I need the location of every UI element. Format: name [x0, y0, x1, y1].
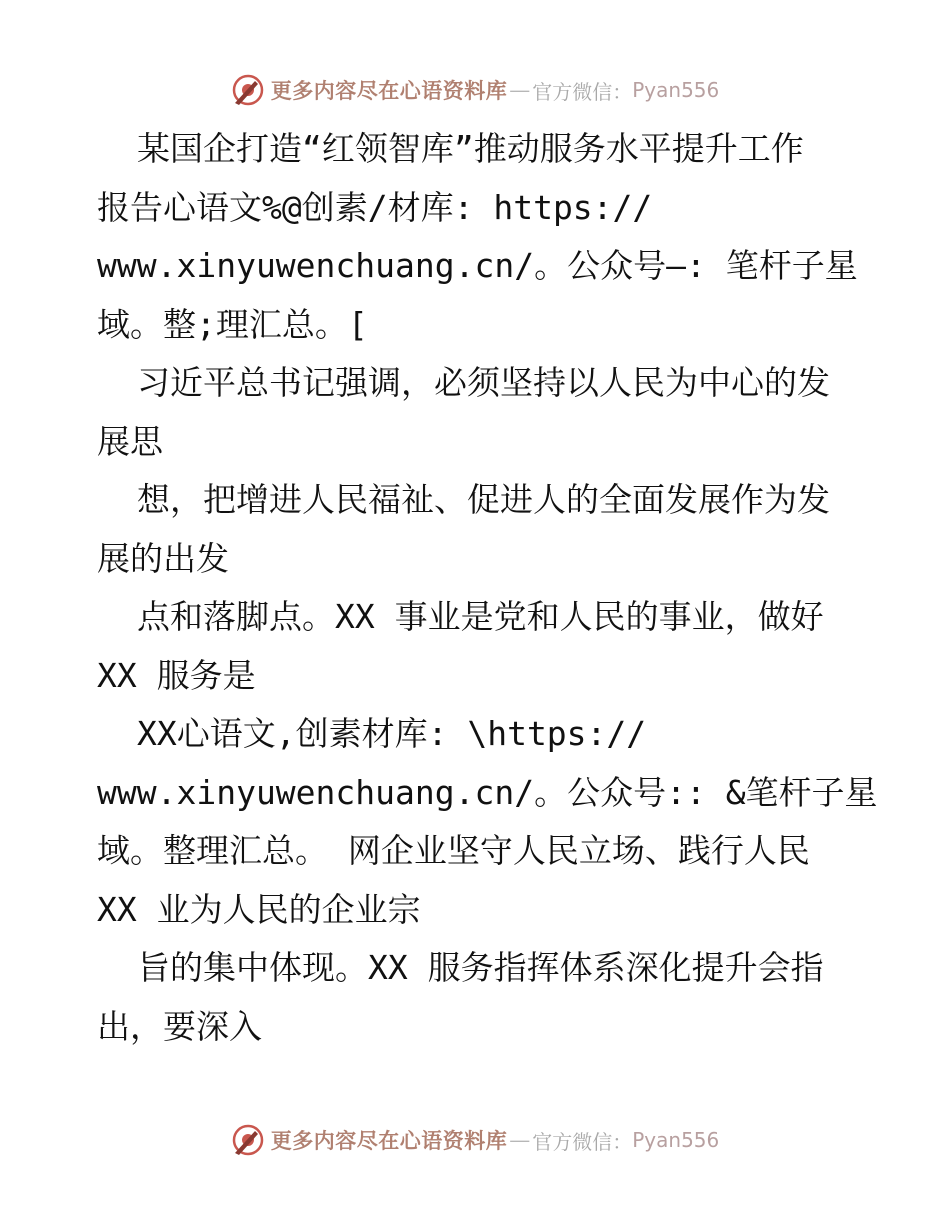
- watermark-separator: —: [509, 78, 531, 102]
- quill-logo-icon: [231, 73, 265, 107]
- text-line: 域。整理汇总。 网企业坚守人民立场、践行人民: [97, 831, 810, 870]
- text-line: www.xinyuwenchuang.cn/。公众号—: 笔杆子星: [97, 246, 858, 285]
- text-line: 想，把增进人民福祉、促进人的全面发展作为发: [137, 480, 830, 519]
- text-line: 旨的集中体现。XX 服务指挥体系深化提升会指: [137, 948, 824, 987]
- text-line: 点和落脚点。XX 事业是党和人民的事业，做好: [137, 597, 824, 636]
- text-line: XX 服务是: [97, 655, 256, 695]
- wechat-label: 官方微信：: [532, 79, 633, 104]
- text-line: 展思: [97, 421, 163, 461]
- text-line: 域。整;理汇总。[: [97, 304, 368, 344]
- wechat-label: 官方微信：: [532, 1129, 633, 1154]
- text-line: 习近平总书记强调，必须坚持以人民为中心的发: [137, 363, 830, 402]
- text-line: 出，要深入: [97, 1006, 262, 1046]
- watermark-text: 更多内容尽在心语资料库: [270, 78, 508, 103]
- wechat-id: Pyan556: [632, 1128, 720, 1152]
- watermark-separator: —: [509, 1128, 531, 1152]
- watermark-text: 更多内容尽在心语资料库: [270, 1128, 508, 1153]
- text-line: 展的出发: [97, 538, 229, 578]
- header-watermark: [0, 70, 950, 110]
- wechat-id: Pyan556: [632, 78, 720, 102]
- quill-logo-icon: [231, 1123, 265, 1157]
- text-line: www.xinyuwenchuang.cn/。公众号:: &笔杆子星: [97, 772, 878, 812]
- text-line: 报告心语文%@创素/材库: https://: [97, 187, 653, 227]
- footer-watermark: [0, 1120, 950, 1160]
- text-line: 某国企打造“红领智库”推动服务水平提升工作: [137, 129, 804, 168]
- text-line: XX心语文,创素材库: \https://: [137, 714, 647, 753]
- document-body: [97, 120, 878, 1056]
- text-line: XX 业为人民的企业宗: [97, 889, 421, 929]
